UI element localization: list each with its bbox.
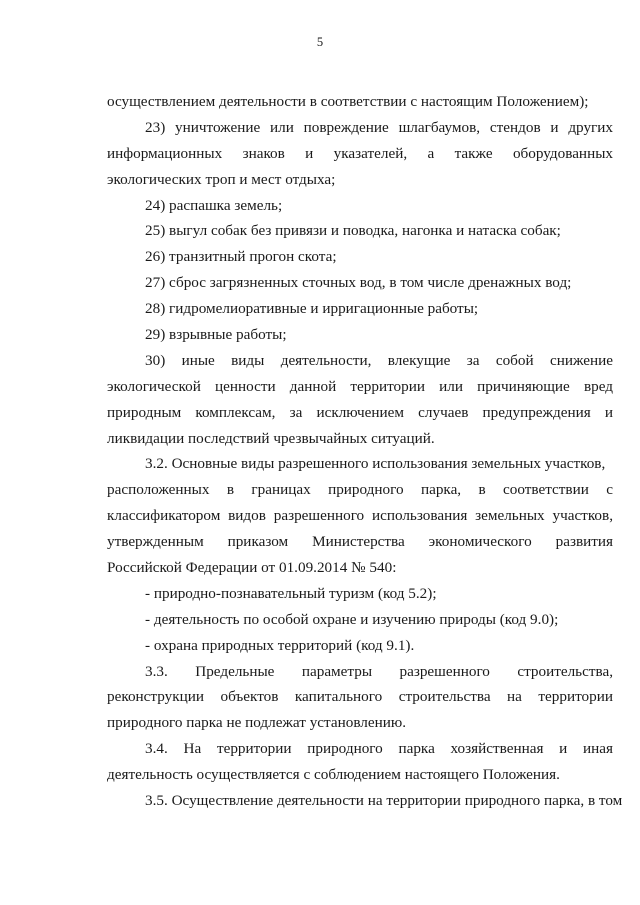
text-line: деятельность осуществляется с соблюдением настоящего Положения. bbox=[107, 766, 560, 784]
text-line: 28) гидромелиоративные и ирригационные работы; bbox=[145, 300, 479, 318]
text-line: реконструкции объектов капитального строительства на территории bbox=[107, 688, 613, 706]
text-line: 3.3. Предельные параметры разрешенного строительства, bbox=[145, 662, 613, 680]
text-line: экологических троп и мест отдыха; bbox=[107, 170, 336, 188]
text-line: 23) уничтожение или повреждение шлагбаумов, стендов и других bbox=[145, 118, 613, 136]
page-number: 5 bbox=[316, 35, 324, 49]
list-item: - природно-познавательный туризм (код 5.2); bbox=[145, 584, 437, 602]
text-line: утвержденным приказом Министерства экономического развития bbox=[107, 533, 613, 551]
text-line: экологической ценности данной территории или причиняющие вред bbox=[107, 377, 613, 395]
text-line: классификатором видов разрешенного использования земельных участков, bbox=[107, 507, 613, 525]
text-line: информационных знаков и указателей, а также оборудованных bbox=[107, 144, 613, 162]
text-line: 30) иные виды деятельности, влекущие за собой снижение bbox=[145, 351, 613, 369]
text-line: Российской Федерации от 01.09.2014 № 540: bbox=[107, 559, 397, 577]
text-line: ликвидации последствий чрезвычайных ситуаций. bbox=[107, 429, 435, 447]
text-line: 3.5. Осуществление деятельности на территории природного парка, в том bbox=[145, 792, 623, 810]
text-line: природным комплексам, за исключением случаев предупреждения и bbox=[107, 403, 613, 421]
text-line: 27) сброс загрязненных сточных вод, в том числе дренажных вод; bbox=[145, 274, 572, 292]
text-line: осуществлением деятельности в соответствии с настоящим Положением); bbox=[107, 93, 589, 110]
document-body bbox=[107, 89, 623, 814]
list-item: - охрана природных территорий (код 9.1). bbox=[145, 636, 415, 654]
text-line: природного парка не подлежат установлению. bbox=[107, 714, 407, 732]
text-line: расположенных в границах природного парка, в соответствии с bbox=[107, 481, 613, 499]
text-line: 3.4. На территории природного парка хозяйственная и иная bbox=[145, 740, 613, 758]
text-line: 3.2. Основные виды разрешенного использования земельных участков, bbox=[145, 455, 606, 473]
text-line: 25) выгул собак без привязи и поводка, нагонка и натаска собак; bbox=[145, 222, 561, 240]
text-line: 26) транзитный прогон скота; bbox=[145, 248, 337, 266]
text-line: 29) взрывные работы; bbox=[145, 326, 287, 344]
list-item: - деятельность по особой охране и изучению природы (код 9.0); bbox=[145, 610, 559, 628]
text-line: 24) распашка земель; bbox=[145, 196, 283, 214]
